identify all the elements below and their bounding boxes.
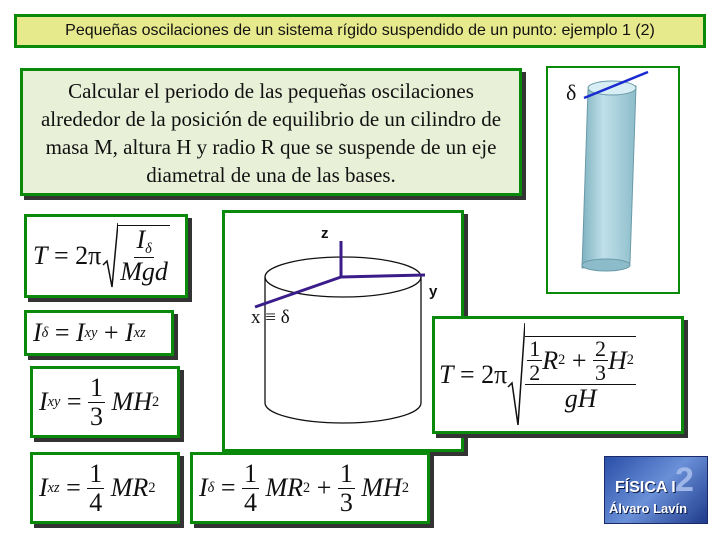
axis-y-label: y bbox=[429, 283, 438, 300]
inertia-sum-formula: I δ = I xy + I xz bbox=[24, 310, 174, 356]
course-logo bbox=[604, 456, 708, 524]
delta-label: δ bbox=[566, 80, 577, 105]
period-formula: T = 2π $\frac{I_\delta}{\text{Mgd}}$ bbox=[24, 214, 188, 298]
ixz-formula: I xz = $\frac{1}{4}$ MR 2 bbox=[30, 452, 180, 524]
problem-text: Calcular el periodo de las pequeñas oscilaciones alrededor de la posición de equilibrio de un cilindro de masa M, altura H y radio R que se suspende de un eje diametral de una de las bases. bbox=[40, 79, 502, 187]
problem-statement bbox=[20, 68, 522, 196]
slide-title bbox=[14, 14, 706, 48]
axis-x-label: x ≡ δ bbox=[251, 307, 290, 328]
axes-drawing bbox=[225, 213, 461, 449]
logo-author: Álvaro Lavín bbox=[609, 501, 688, 516]
logo-number: 2 bbox=[675, 461, 694, 499]
final-period-formula: T = 2π $\frac{1}{2}$ R 2 + $\frac{2}{3}$ H 2 gH bbox=[432, 316, 684, 434]
idelta-result-formula: I δ = $\frac{1}{4}$ MR 2 + $\frac{1}{3}$ MH 2 bbox=[190, 452, 430, 524]
logo-title: FÍSICA I bbox=[615, 479, 676, 496]
axis-z-label: z bbox=[321, 225, 329, 242]
axes-diagram bbox=[222, 210, 464, 452]
slide-title-text: Pequeñas oscilaciones de un sistema rígido suspendido de un punto: ejemplo 1 (2) bbox=[65, 22, 655, 39]
ixy-formula: I xy = $\frac{1}{3}$ MH 2 bbox=[30, 366, 180, 438]
cylinder-figure bbox=[546, 66, 680, 294]
